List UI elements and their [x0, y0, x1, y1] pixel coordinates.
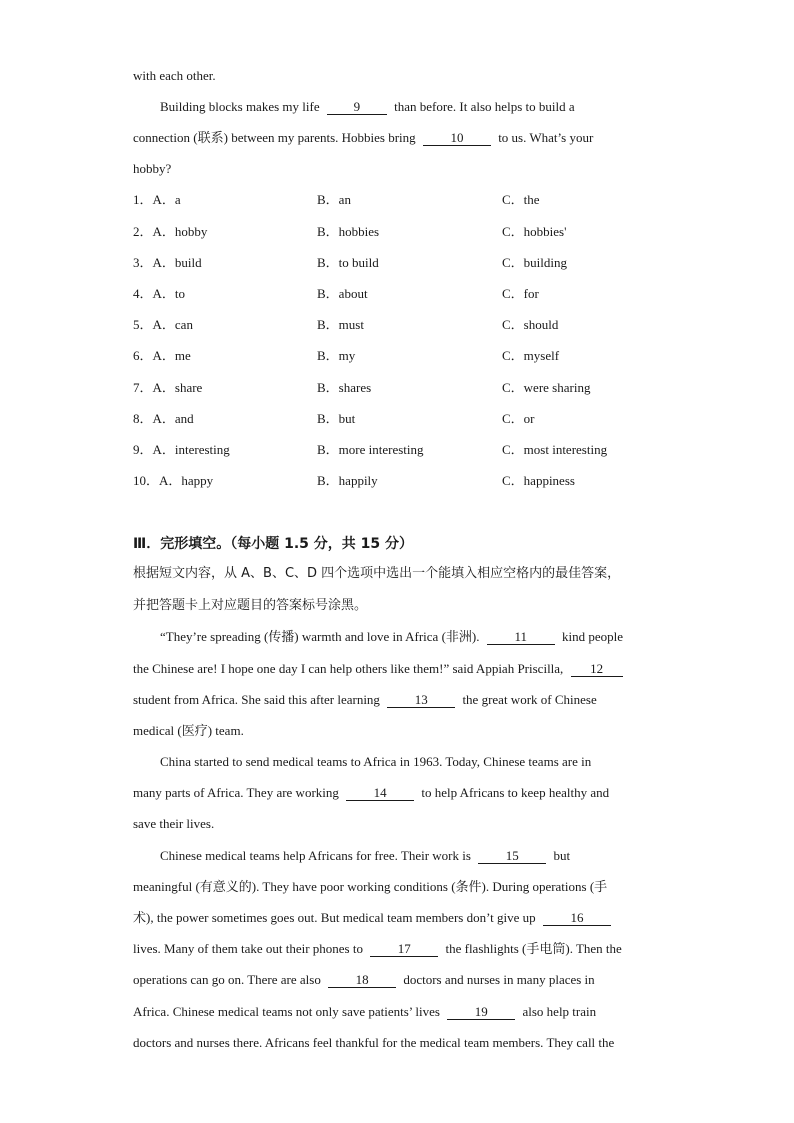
blank-10[interactable]: 10	[423, 131, 491, 146]
passage-text: to us. What’s your	[498, 130, 594, 145]
passage-line	[133, 67, 216, 85]
option-row	[133, 285, 733, 303]
passage-text: with each other.	[133, 68, 216, 83]
passage-text: operations can go on. There are also	[133, 972, 321, 987]
option-row	[133, 254, 733, 272]
passage-text: also help train	[522, 1004, 597, 1019]
instruction-line: 根据短文内容，从 A、B、C、D 四个选项中选出一个能填入相应空格内的最佳答案，	[133, 566, 621, 581]
question-number-and-option-a[interactable]: 5．A．can	[133, 317, 193, 332]
passage-text: Africa. Chinese medical teams not only save patients’ lives	[133, 1004, 440, 1019]
option-c[interactable]: C．were sharing	[502, 380, 591, 395]
option-b[interactable]: B．my	[317, 348, 356, 363]
option-b[interactable]: B．but	[317, 411, 356, 426]
option-row	[133, 191, 733, 209]
blank-11[interactable]: 11	[487, 630, 555, 645]
passage-text: but	[553, 848, 571, 863]
passage-line	[133, 722, 244, 740]
passage-text: meaningful (有意义的). They have poor working conditions (条件). During operations (手	[133, 879, 608, 894]
option-b[interactable]: B．about	[317, 286, 368, 301]
passage-line	[160, 98, 575, 116]
option-c[interactable]: C．hobbies'	[502, 224, 567, 239]
passage-text: doctors and nurses in many places in	[403, 972, 595, 987]
passage-text: lives. Many of them take out their phones to	[133, 941, 363, 956]
question-number-and-option-a[interactable]: 1．A．a	[133, 192, 181, 207]
passage-text: the great work of Chinese	[462, 692, 597, 707]
option-b[interactable]: B．an	[317, 192, 351, 207]
option-b[interactable]: B．more interesting	[317, 442, 424, 457]
passage-line	[133, 160, 171, 178]
option-c[interactable]: C．the	[502, 192, 540, 207]
blank-14[interactable]: 14	[346, 786, 414, 801]
instruction-line: 并把答题卡上对应题目的答案标号涂黑。	[133, 598, 368, 613]
passage-line	[160, 753, 591, 771]
option-c[interactable]: C．or	[502, 411, 535, 426]
blank-19[interactable]: 19	[447, 1005, 515, 1020]
passage-line	[133, 691, 597, 709]
passage-line	[133, 129, 593, 147]
blank-13[interactable]: 13	[387, 693, 455, 708]
blank-9[interactable]: 9	[327, 100, 387, 115]
option-b[interactable]: B．to build	[317, 255, 379, 270]
question-number-and-option-a[interactable]: 10．A．happy	[133, 473, 214, 488]
passage-text: the Chinese are! I hope one day I can help others like them!” said Appiah Priscilla,	[133, 661, 564, 676]
passage-line	[160, 847, 570, 865]
passage-text: connection (联系) between my parents. Hobbies bring	[133, 130, 416, 145]
blank-17[interactable]: 17	[370, 942, 438, 957]
option-c[interactable]: C．happiness	[502, 473, 575, 488]
option-c[interactable]: C．for	[502, 286, 539, 301]
option-c[interactable]: C．building	[502, 255, 568, 270]
passage-text: than before. It also helps to build a	[394, 99, 575, 114]
passage-line	[133, 815, 214, 833]
passage-text: to help Africans to keep healthy and	[421, 785, 610, 800]
passage-line	[133, 940, 622, 958]
option-row	[133, 472, 733, 490]
question-number-and-option-a[interactable]: 3．A．build	[133, 255, 202, 270]
passage-text: Building blocks makes my life	[160, 99, 320, 114]
blank-16[interactable]: 16	[543, 911, 611, 926]
question-number-and-option-a[interactable]: 8．A．and	[133, 411, 194, 426]
passage-text: kind people	[561, 629, 623, 644]
question-number-and-option-a[interactable]: 2．A．hobby	[133, 224, 208, 239]
passage-line	[160, 628, 623, 646]
passage-line	[133, 971, 595, 989]
passage-text: medical (医疗) team.	[133, 723, 244, 738]
passage-text: “They’re spreading (传播) warmth and love in Africa (非洲).	[160, 629, 480, 644]
option-row	[133, 316, 733, 334]
blank-12[interactable]: 12	[571, 662, 623, 677]
passage-line	[133, 878, 607, 896]
option-c[interactable]: C．should	[502, 317, 559, 332]
passage-text: the flashlights (手电筒). Then the	[445, 941, 622, 956]
option-row	[133, 410, 733, 428]
option-b[interactable]: B．must	[317, 317, 364, 332]
option-c[interactable]: C．most interesting	[502, 442, 608, 457]
passage-text: 术), the power sometimes goes out. But medical team members don’t give up	[133, 910, 536, 925]
option-b[interactable]: B．hobbies	[317, 224, 380, 239]
passage-line	[133, 660, 627, 678]
passage-text: Chinese medical teams help Africans for free. Their work is	[160, 848, 471, 863]
option-row	[133, 347, 733, 365]
passage-line	[133, 784, 609, 802]
question-number-and-option-a[interactable]: 7．A．share	[133, 380, 203, 395]
passage-line	[133, 1034, 614, 1052]
passage-text: China started to send medical teams to Africa in 1963. Today, Chinese teams are in	[160, 754, 592, 769]
question-number-and-option-a[interactable]: 4．A．to	[133, 286, 186, 301]
option-row	[133, 223, 733, 241]
section-title: Ⅲ．完形填空。（每小题 1.5 分，共 15 分）	[133, 536, 414, 552]
option-b[interactable]: B．happily	[317, 473, 378, 488]
passage-text: student from Africa. She said this after learning	[133, 692, 380, 707]
passage-text: hobby?	[133, 161, 172, 176]
option-row	[133, 441, 733, 459]
passage-text: save their lives.	[133, 816, 215, 831]
blank-15[interactable]: 15	[478, 849, 546, 864]
passage-text: many parts of Africa. They are working	[133, 785, 339, 800]
passage-line	[133, 909, 615, 927]
passage-text: doctors and nurses there. Africans feel thankful for the medical team members. They call the	[133, 1035, 615, 1050]
blank-18[interactable]: 18	[328, 973, 396, 988]
question-number-and-option-a[interactable]: 9．A．interesting	[133, 442, 230, 457]
question-number-and-option-a[interactable]: 6．A．me	[133, 348, 191, 363]
option-b[interactable]: B．shares	[317, 380, 372, 395]
option-row	[133, 379, 733, 397]
passage-line	[133, 1003, 596, 1021]
option-c[interactable]: C．myself	[502, 348, 560, 363]
